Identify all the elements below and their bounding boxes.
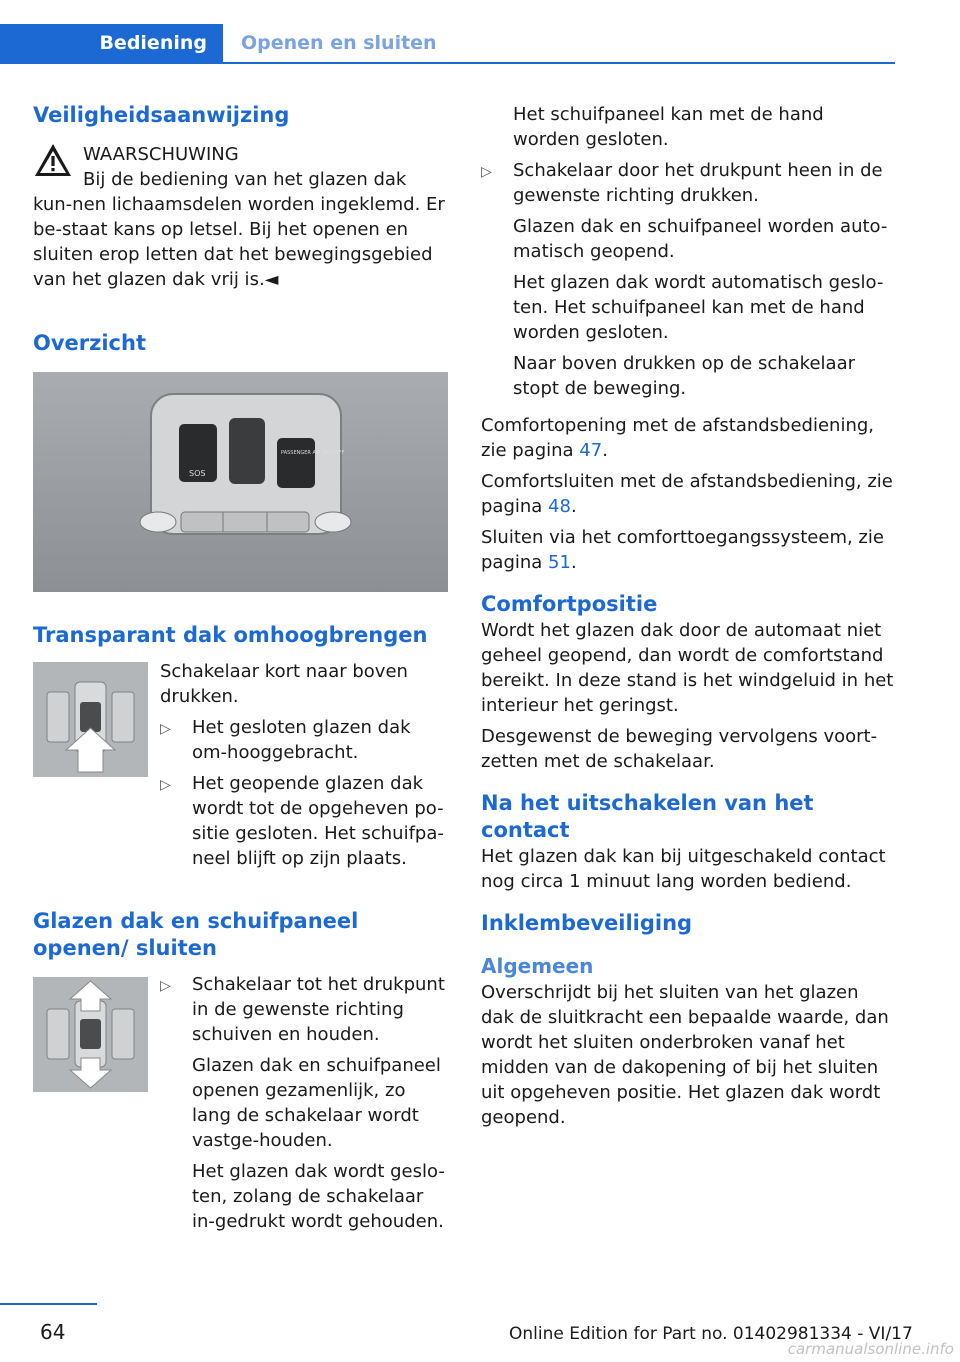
ref-comfort-closing: Comfortsluiten met de afstandsbediening, zie pagina 48. <box>481 471 893 517</box>
sos-label: SOS <box>189 469 206 478</box>
slide-switch-image <box>33 977 148 1092</box>
auto-para-1: Glazen dak en schuifpaneel worden auto-matisch geopend. <box>513 216 888 262</box>
raise-switch-illustration <box>33 662 148 777</box>
open-bullet: ▷ Schakelaar tot het drukpunt in de gewenste richting schuiven en houden. <box>160 974 445 1045</box>
raise-heading: Transparant dak omhoogbrengen <box>33 623 428 647</box>
warning-text-wrap <box>33 167 448 292</box>
comfort-para-1: Wordt het glazen dak door de automaat niet geheel geopend, dan wordt de comfortstand bereikt. In deze stand is het windgeluid in het interieur het geringst. <box>481 620 894 716</box>
safety-heading: Veiligheidsaanwijzing <box>33 103 290 127</box>
raise-bullet-1: ▷ Het gesloten glazen dak om-hooggebracht. <box>160 717 411 763</box>
bullet-triangle-icon: ▷ <box>160 777 171 793</box>
page-link-51[interactable]: 51 <box>548 552 571 573</box>
auto-para-2: Het glazen dak wordt automatisch geslo-ten. Het schuifpaneel kan met de hand worden gesloten. <box>513 272 884 343</box>
continued-para: Het schuifpaneel kan met de hand worden gesloten. <box>513 104 824 150</box>
open-close-heading: Glazen dak en schuifpaneel openen/ sluiten <box>33 909 359 960</box>
overhead-panel-photo <box>33 372 448 592</box>
open-close-text <box>160 972 448 1240</box>
page-number: 64 <box>40 1320 66 1344</box>
right-column <box>481 102 896 1136</box>
page-link-48[interactable]: 48 <box>548 496 571 517</box>
open-para-2: Het glazen dak wordt geslo-ten, zolang de schakelaar in-gedrukt wordt gehouden. <box>192 1161 445 1232</box>
overview-heading: Overzicht <box>33 331 146 355</box>
raise-intro: Schakelaar kort naar boven drukken. <box>160 661 408 707</box>
header-tabbar <box>0 24 895 64</box>
comfort-heading: Comfortpositie <box>481 592 658 616</box>
auto-para-3: Naar boven drukken op de schakelaar stopt de beweging. <box>513 353 855 399</box>
after-ignition-para: Het glazen dak kan bij uitgeschakeld contact nog circa 1 minuut lang worden bediend. <box>481 846 886 892</box>
ref-comfort-access: Sluiten via het comforttoegangssysteem, zie pagina 51. <box>481 527 884 573</box>
raise-text <box>160 659 448 877</box>
bullet-triangle-icon: ▷ <box>160 978 171 994</box>
after-ignition-heading: Na het uitschakelen van het contact <box>481 791 814 842</box>
slide-switch-illustration <box>33 977 148 1092</box>
bullet-triangle-icon: ▷ <box>160 721 171 737</box>
press-bullet: ▷ Schakelaar door het drukpunt heen in de gewenste richting drukken. <box>481 160 883 206</box>
bullet-triangle-icon: ▷ <box>481 164 492 180</box>
general-para: Overschrijdt bij het sluiten van het glazen dak de sluitkracht een bepaalde waarde, dan wordt het sluiten onderbroken vanaf het midden van de dakopening of bij het sluiten uit opgeheven positie. Het glazen dak wordt geopend. <box>481 982 889 1128</box>
overhead-panel-image <box>33 372 448 592</box>
page-link-47[interactable]: 47 <box>579 440 603 461</box>
pinch-protection-heading: Inklembeveiliging <box>481 911 693 935</box>
tab-bediening[interactable]: Bediening <box>0 24 223 62</box>
raise-switch-image <box>33 662 148 777</box>
general-heading: Algemeen <box>481 954 594 978</box>
open-para-1: Glazen dak en schuifpaneel openen gezamenlijk, zo lang de schakelaar wordt vastge-houden. <box>192 1055 441 1151</box>
footer-edition: Online Edition for Part no. 01402981334 - VI/17 <box>509 1324 913 1344</box>
page-number-rule <box>0 1303 97 1305</box>
warning-text: Bij de bediening van het glazen dak kun-nen lichaamsdelen worden ingeklemd. Er be-staat kans op letsel. Bij het openen en sluiten erop letten dat het bewegingsgebied van het glazen dak vrij is.◄ <box>33 169 445 290</box>
tab-openen-en-sluiten[interactable]: Openen en sluiten <box>241 32 437 54</box>
warning-block <box>33 142 448 292</box>
warning-label: WAARSCHUWING <box>83 144 239 165</box>
ref-comfort-opening: Comfortopening met de afstandsbediening, zie pagina 47. <box>481 415 875 461</box>
comfort-para-2: Desgewenst de beweging vervolgens voort-zetten met de schakelaar. <box>481 726 878 772</box>
airbag-label: PASSENGER AIR BAG OFF <box>281 450 345 456</box>
watermark: carmanualsonline.info <box>787 1340 954 1358</box>
raise-bullet-2: ▷ Het geopende glazen dak wordt tot de opgeheven po-sitie gesloten. Het schuifpa-neel blijft op zijn plaats. <box>160 773 444 869</box>
